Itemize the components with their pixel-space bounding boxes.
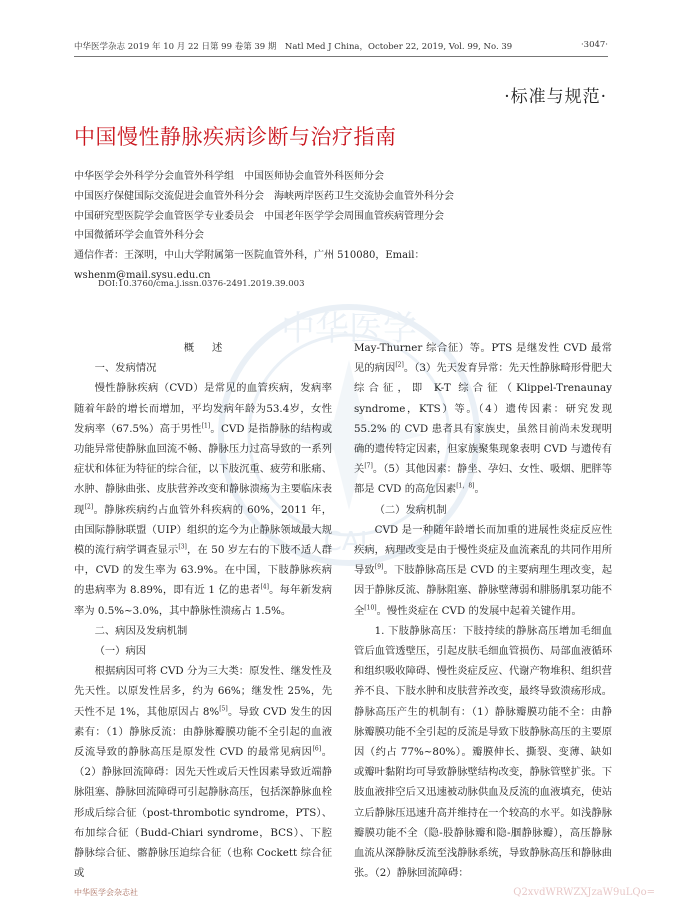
citation: [2] bbox=[395, 361, 404, 369]
citation: [6] bbox=[312, 745, 322, 753]
citation: [7] bbox=[364, 462, 373, 470]
subsection-heading-cause: （一）病因 bbox=[94, 645, 147, 658]
left-column bbox=[74, 338, 332, 883]
paragraph-incidence: 慢性静脉疾病（CVD）是常见的血管疾病，发病率随着年龄的增长而增加，平均发病年龄为53.4岁，女性发病率（67.5%）高于男性[1]。CVD 是指静脉的结构或功能异常使静脉血回流不畅、静脉压力过高导致的一系列症状和体征为特征的综合征，以下肢沉重、疲劳和胀痛、水肿、静脉曲张、皮肤营养改变和静脉溃疡为主要临床表现[2]。静脉疾病约占血管外科疾病的 60%，2011 年，由国际静脉联盟（UIP）组织的迄今为止静脉领域最大规模的流行病学调查显示[3]，在 50 岁左右的下肢不适人群中，CVD 的发生率为 63.9%。在中国，下肢静脉疾病的患病率为 8.89%，即有近 1 亿的患者[4]。每年新发病率为 0.5%~3.0%，其中静脉性溃疡占 1.5%。 bbox=[74, 382, 333, 617]
section-tag: ·标准与规范· bbox=[504, 87, 607, 107]
citation: [1] bbox=[201, 422, 211, 430]
author-email: wshenm@mail.sysu.edu.cn bbox=[74, 269, 211, 281]
journal-citation: 中华医学杂志 2019 年 10 月 22 日第 99 卷第 39 期 Natl Med J China，October 22, 2019, Vol. 99, No. 39 bbox=[74, 42, 513, 52]
paragraph-mechanism: CVD 是一种随年龄增长而加重的进展性炎症反应性疾病，病理改变是由于慢性炎症及血流紊乱的共同作用所导致[9]。下肢静脉高压是 CVD 的主要病理生理改变，起因于静脉反流、静脉阻塞、静脉壁薄弱和腓肠肌泵功能不全[10]。慢性炎症在 CVD 的发展中起着关键作用。 bbox=[354, 523, 612, 617]
abstract-heading: 概述 bbox=[183, 342, 241, 354]
author-line: 中国微循环学会血管外科分会 bbox=[74, 230, 204, 242]
article-title: 中国慢性静脉疾病诊断与治疗指南 bbox=[74, 125, 397, 149]
header-divider bbox=[74, 56, 608, 57]
footer-code: Q2xvdWRWZXJzaW9uLQo= bbox=[513, 887, 655, 898]
watermark-text: 中华医学 bbox=[281, 309, 417, 349]
section-heading-incidence: 一、发病情况 bbox=[94, 362, 157, 375]
subsection-heading-mechanism: （二）发病机制 bbox=[374, 503, 447, 516]
paragraph-etiology-continued: May-Thurner 综合征）等。PTS 是继发性 CVD 最常见的病因[2]。（3）先天发育异常：先天性静脉畸形骨肥大综合征，即 K-T 综合征（Klippel-Trenaunay syndrome，KTS）等。（4）遗传因素：研究发现 55.2% 的 CVD 患者具有家族史，虽然目前尚未发现明确的遗传特定因素，但家族聚集现象表明 CVD 与遗传有关[7]。（5）其他因素：静坐、孕妇、女性、吸烟、肥胖等都是 CVD 的高危因素[1，8]。 bbox=[354, 342, 613, 496]
author-block bbox=[74, 167, 614, 286]
publisher-logo: 中华医学会杂志社 bbox=[74, 888, 138, 897]
right-column bbox=[354, 338, 612, 883]
page-number: ·3047· bbox=[580, 40, 608, 50]
paragraph-venous-hypertension: 1. 下肢静脉高压：下肢持续的静脉高压增加毛细血管后血管透壁压，引起皮肤毛细血管损伤、局部血液循环和组织吸收障碍、慢性炎症反应、代谢产物堆积、组织营养不良、下肢水肿和皮肤营养改变，最终导致溃疡形成。静脉高压产生的机制有：（1）静脉瓣膜功能不全：由静脉瓣膜功能不全引起的反流是导致下肢静脉高压的主要原因（约占 77%~80%）。瓣膜伸长、撕裂、变薄、缺如或瓣叶黏附均可导致静脉壁结构改变，静脉管壁扩张。下肢血液排空后又迅速被动脉供血及反流的血液填充，使站立后静脉压迅速升高并维持在一个较高的水平。如浅静脉瓣膜功能不全（隐-股静脉瓣和隐-腘静脉瓣），高压静脉血流从深静脉反流至浅静脉系统，导致静脉高压和静脉曲张。（2）静脉回流障碍： bbox=[354, 624, 612, 880]
author-line: 中国医疗保健国际交流促进会血管外科分会 海峡两岸医药卫生交流协会血管外科分会 bbox=[74, 190, 454, 202]
author-line: 中国研究型医院学会血管医学专业委员会 中国老年医学学会周围血管疾病管理分会 bbox=[74, 210, 444, 222]
watermark-subtext: CAL bbox=[323, 527, 375, 557]
section-heading-etiology: 二、病因及发病机制 bbox=[94, 624, 188, 637]
citation: [9] bbox=[374, 563, 384, 571]
citation: [4] bbox=[260, 584, 269, 592]
citation: [1，8] bbox=[456, 483, 475, 490]
citation: [3] bbox=[178, 543, 187, 551]
citation: [2] bbox=[84, 503, 94, 511]
citation: [10] bbox=[364, 604, 377, 612]
author-line: 中华医学会外科学分会血管外科学组 中国医师协会血管外科医师分会 bbox=[74, 171, 384, 182]
doi: DOI:10.3760/cma.j.issn.0376-2491.2019.39.003 bbox=[98, 279, 305, 289]
paragraph-etiology: 根据病因可将 CVD 分为三大类：原发性、继发性及先天性。以原发性居多，约为 66%；继发性 25%，先天性不足 1%，其他原因占 8%[5]。导致 CVD 发生的因素有：（1）静脉反流：由静脉瓣膜功能不全引起的血液反流导致的静脉高压是原发性 CVD 的最常见病因[6]。（2）静脉回流障碍：因先天性或后天性因素导致近端静脉阻塞、静脉回流障碍可引起静脉高压，包括深静脉血栓形成后综合征（post-thrombotic syndrome，PTS）、布加综合征（Budd-Chiari syndrome，BCS）、下腔静脉综合征、髂静脉压迫综合征（也称 Cockett 综合征或 bbox=[74, 665, 333, 880]
citation: [5] bbox=[219, 705, 228, 713]
running-header bbox=[74, 40, 608, 52]
corresponding-author: 通信作者：王深明，中山大学附属第一医院血管外科，广州 510080，Email： bbox=[74, 250, 425, 262]
